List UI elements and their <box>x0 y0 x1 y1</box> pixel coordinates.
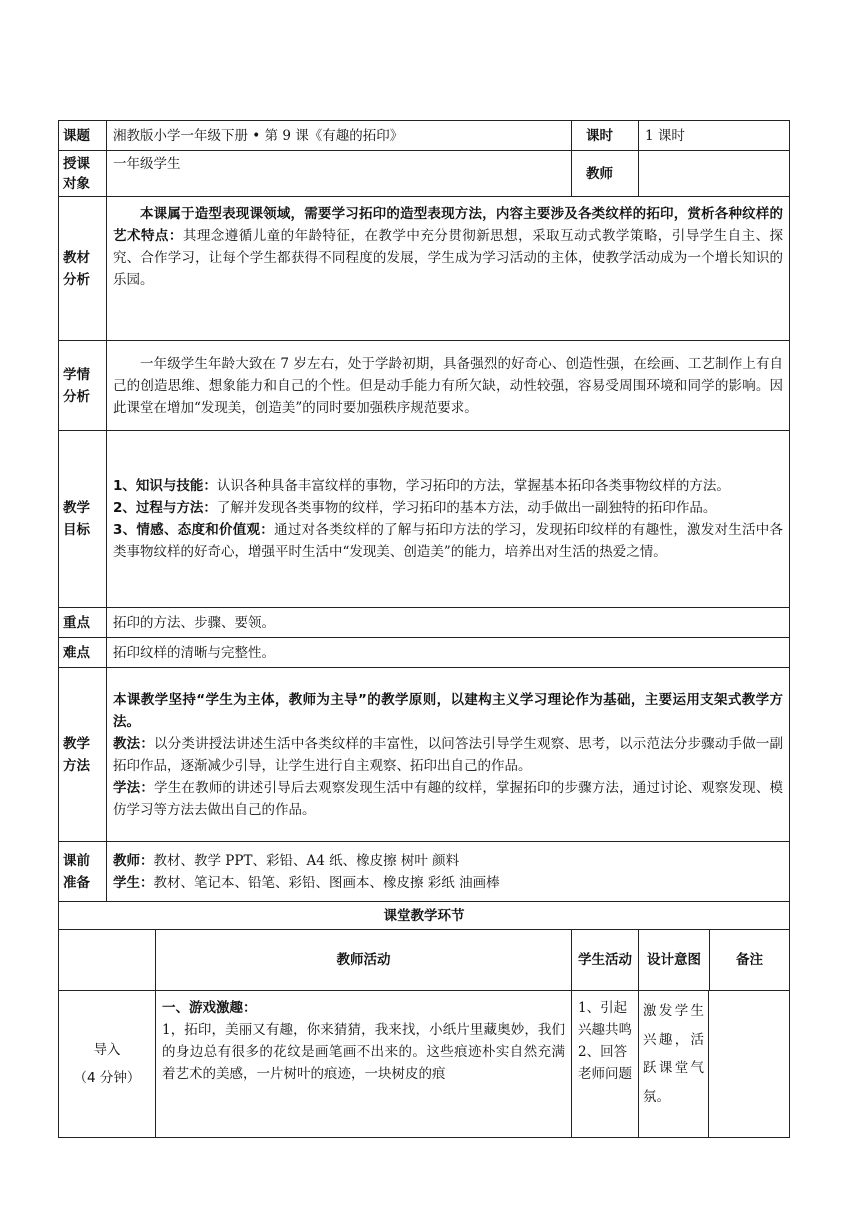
goals-content <box>107 431 790 608</box>
goals-label: 教学目标 <box>59 431 107 608</box>
methods-learn-text: 学生在教师的讲述引导后去观察发现生活中有趣的纹样，掌握拓印的步骤方法，通过讨论、观察发现、模仿学习等方法去做出自己的作品。 <box>113 779 784 818</box>
goal-3-title: 3、情感、态度和价值观： <box>113 522 275 538</box>
student-activity-header: 学生活动 <box>572 930 639 991</box>
key-point-label: 重点 <box>59 608 107 638</box>
intro-student-activity <box>572 991 639 1138</box>
learners-row <box>59 341 790 431</box>
intro-stage-row <box>59 991 790 1138</box>
intro-design-intent: 激发学生兴趣，活跃课堂气氛。 <box>639 991 709 1137</box>
remarks-header: 备注 <box>736 952 764 968</box>
material-text: 其理念遵循儿童的年龄特征，在教学中充分贯彻新思想，采取互动式教学策略，引导学生自主、探究、合作学习，让每个学生都获得不同程度的发展，学生成为学习活动的主体，使教学活动成为一个增长知识的乐园。 <box>113 228 784 288</box>
intent-remarks-header <box>639 930 790 991</box>
key-point-text: 拓印的方法、步骤、要领。 <box>107 608 790 638</box>
columns-row <box>59 930 790 991</box>
goal-2-text: 了解并发现各类事物的纹样，学习拓印的基本方法，动手做出一副独特的拓印作品。 <box>216 500 717 516</box>
learners-text: 一年级学生年龄大致在 7 岁左右，处于学龄初期，具备强烈的好奇心、创造性强，在绘画、工艺制作上有自己的创造思维、想象能力和自己的个性。但是动手能力有所欠缺，动性较强，容易受周围环境和同学的影响。因此课堂在增加“发现美，创造美”的同时要加强秩序规范要求。 <box>107 341 790 431</box>
prep-student-text: 教材、笔记本、铅笔、彩铅、图画本、橡皮擦 彩纸 油画棒 <box>153 874 500 891</box>
stage-column-header <box>59 930 156 991</box>
prep-student <box>113 872 783 894</box>
section-title: 课堂教学环节 <box>59 902 790 930</box>
goal-1-title: 1、知识与技能： <box>113 478 217 494</box>
learners-label: 学情分析 <box>59 341 107 431</box>
prep-content <box>107 842 790 902</box>
intro-teacher-text: 1，拓印，美丽又有趣，你来猜猜，我来找，小纸片里藏奥妙，我们的身边总有很多的花纹是画笔画不出来的。这些痕迹朴实自然充满着艺术的美感，一片树叶的痕迹，一块树皮的痕 <box>162 1022 566 1082</box>
material-label: 教材分析 <box>59 197 107 341</box>
methods-label: 教学方法 <box>59 668 107 842</box>
difficulty-row <box>59 638 790 668</box>
difficulty-label: 难点 <box>59 638 107 668</box>
prep-teacher-text: 教材、教学 PPT、彩铅、A4 纸、橡皮擦 树叶 颜料 <box>153 852 460 869</box>
intro-teacher-activity <box>156 991 572 1138</box>
audience-label: 授课对象 <box>59 151 107 197</box>
material-bold: 本课属于造型表现课领域，需要学习拓印的造型表现方法，内容主要涉及各类纹样的拓印，赏析各种纹样的艺术特点： <box>113 206 784 244</box>
key-point-row <box>59 608 790 638</box>
methods-learn-title: 学法： <box>113 779 155 796</box>
methods-teach-title: 教法： <box>113 735 155 752</box>
methods-teach-text: 以分类讲授法讲述生活中各类纹样的丰富性，以问答法引导学生观察、思考，以示范法分步骤动手做一副拓印作品，逐渐减少引导，让学生进行自主观察、拓印出自己的作品。 <box>113 735 784 774</box>
lesson-plan-table <box>58 120 790 1138</box>
teacher-value <box>639 151 790 197</box>
audience-value: 一年级学生 <box>107 151 572 197</box>
hours-value: 1 课时 <box>639 121 790 151</box>
goal-1-text: 认识各种具备丰富纹样的事物，学习拓印的方法，掌握基本拓印各类事物纹样的方法。 <box>216 478 730 494</box>
material-content <box>107 197 790 341</box>
prep-label: 课前准备 <box>59 842 107 902</box>
methods-teach <box>113 733 783 777</box>
topic-row <box>59 121 790 151</box>
audience-row <box>59 151 790 197</box>
methods-learn <box>113 777 783 821</box>
goal-3-text: 通过对各类纹样的了解与拓印方法的学习，发现拓印纹样的有趣性，激发对生活中各类事物纹样的好奇心，增强平时生活中“发现美、创造美”的能力，培养出对生活的热爱之情。 <box>113 522 784 560</box>
intro-stage-duration: （4 分钟） <box>73 1070 141 1086</box>
prep-teacher <box>113 850 783 872</box>
goals-row <box>59 431 790 608</box>
methods-content <box>107 668 790 842</box>
prep-teacher-title: 教师： <box>113 852 154 869</box>
prep-row <box>59 842 790 902</box>
hours-label: 课时 <box>572 121 639 151</box>
methods-intro-text: 本课教学坚持“学生为主体，教师为主导”的教学原则，以建构主义学习理论作为基础，主要运用支架式教学方法。 <box>113 691 784 730</box>
intro-stage-label: 导入 <box>93 1042 121 1058</box>
teacher-label: 教师 <box>572 151 639 197</box>
intro-student-1: 1、引起兴趣共鸣 <box>578 1000 633 1038</box>
intro-stage-cell <box>59 991 156 1138</box>
intro-teacher-title: 一、游戏激趣： <box>162 1000 257 1016</box>
teacher-activity-header: 教师活动 <box>156 930 572 991</box>
material-row <box>59 197 790 341</box>
design-intent-header: 设计意图 <box>639 930 710 990</box>
intro-intent-remarks <box>639 991 790 1138</box>
section-row <box>59 902 790 930</box>
topic-label: 课题 <box>59 121 107 151</box>
intro-remarks <box>709 991 789 1137</box>
goal-2 <box>113 497 783 519</box>
topic-value: 湘教版小学一年级下册 • 第 9 课《有趣的拓印》 <box>107 121 572 151</box>
goal-1 <box>113 475 783 497</box>
difficulty-text: 拓印纹样的清晰与完整性。 <box>107 638 790 668</box>
goal-2-title: 2、过程与方法： <box>113 500 217 516</box>
goal-3 <box>113 519 783 563</box>
methods-row <box>59 668 790 842</box>
intro-student-2: 2、回答老师问题 <box>578 1044 633 1082</box>
methods-intro <box>113 689 783 733</box>
prep-student-title: 学生： <box>113 874 154 891</box>
